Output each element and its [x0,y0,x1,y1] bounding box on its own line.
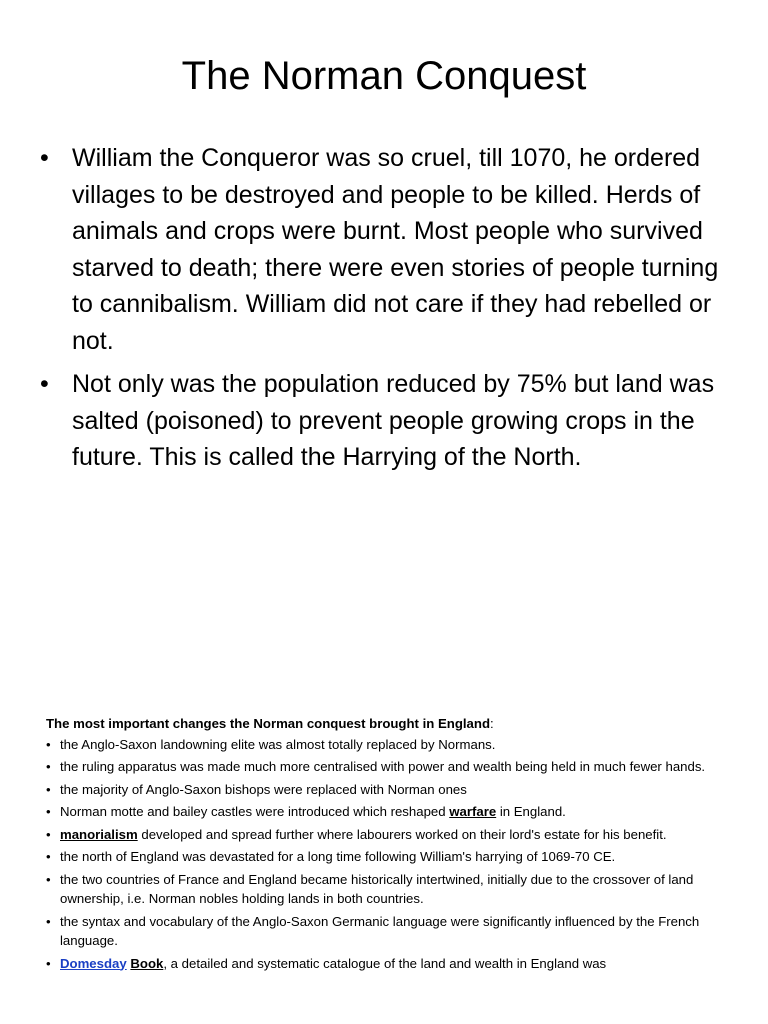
notes-item-text: the syntax and vocabulary of the Anglo-Saxon Germanic language were significantly influenced by the French language. [60,913,700,948]
notes-item [46,847,726,867]
notes-item [46,825,726,845]
bullet-marker: • [46,913,51,929]
slide-bullet [40,366,730,476]
bullet-marker: • [40,370,49,398]
notes-item-text: the majority of Anglo-Saxon bishops were replaced with Norman ones [60,781,467,797]
bullet-marker: • [46,955,51,971]
bullet-marker: • [46,781,51,797]
notes-heading [46,714,726,734]
notes-item-text: Norman motte and bailey castles were introduced which reshaped [60,804,450,819]
notes-heading-colon: : [490,716,494,731]
domesday-link[interactable]: Domesday [60,955,127,971]
slide-bullet-text: Not only was the population reduced by 75% but land was salted (poisoned) to prevent people growing crops in the future. This is called the Harrying of the North. [72,370,715,471]
bullet-marker: • [46,871,51,887]
notes-section [46,714,726,976]
notes-item [46,954,726,974]
bullet-marker: • [46,759,51,774]
notes-item-text: developed and spread further where labourers worked on their lord's estate for his benefit. [137,826,667,842]
notes-item-text: the two countries of France and England became historically intertwined, initially due to the crossover of land ownership, i.e. Norman nobles holding lands in both countries. [60,871,694,906]
notes-item [46,870,726,909]
notes-item-text: the north of England was devastated for a long time following William's harrying of 1069-70 CE. [60,849,616,864]
bullet-marker: • [46,849,51,864]
notes-item [46,735,726,755]
book-link[interactable]: Book [130,955,164,971]
notes-item-text: the Anglo-Saxon landowning elite was almost totally replaced by Normans. [60,736,496,752]
notes-item-text: in England. [496,804,566,819]
slide-bullet-text: William the Conqueror was so cruel, till 1070, he ordered villages to be destroyed and people to be killed. Herds of animals and crops were burnt. Most people who survived starved to death; there were even stories of people turning to cannibalism. William did not care if they had rebelled or not. [72,144,719,355]
notes-item-text: the ruling apparatus was made much more centralised with power and wealth being held in much fewer hands. [60,759,706,774]
notes-item [46,757,726,777]
bullet-marker: • [46,826,51,842]
bullet-marker: • [46,804,51,819]
notes-item [46,912,726,951]
notes-item-text: , a detailed and systematic catalogue of the land and wealth in England was [163,955,607,971]
notes-list [46,735,726,974]
warfare-link[interactable]: warfare [449,804,497,819]
notes-heading-text: The most important changes the Norman conquest brought in England [46,716,490,731]
bullet-marker: • [40,144,49,172]
notes-item [46,802,726,822]
notes-item [46,780,726,800]
manorialism-link[interactable]: manorialism [60,826,138,842]
bullet-marker: • [46,736,51,752]
slide-bullet-list [40,140,730,483]
slide-title: The Norman Conquest [181,54,587,98]
slide-bullet [40,140,730,359]
